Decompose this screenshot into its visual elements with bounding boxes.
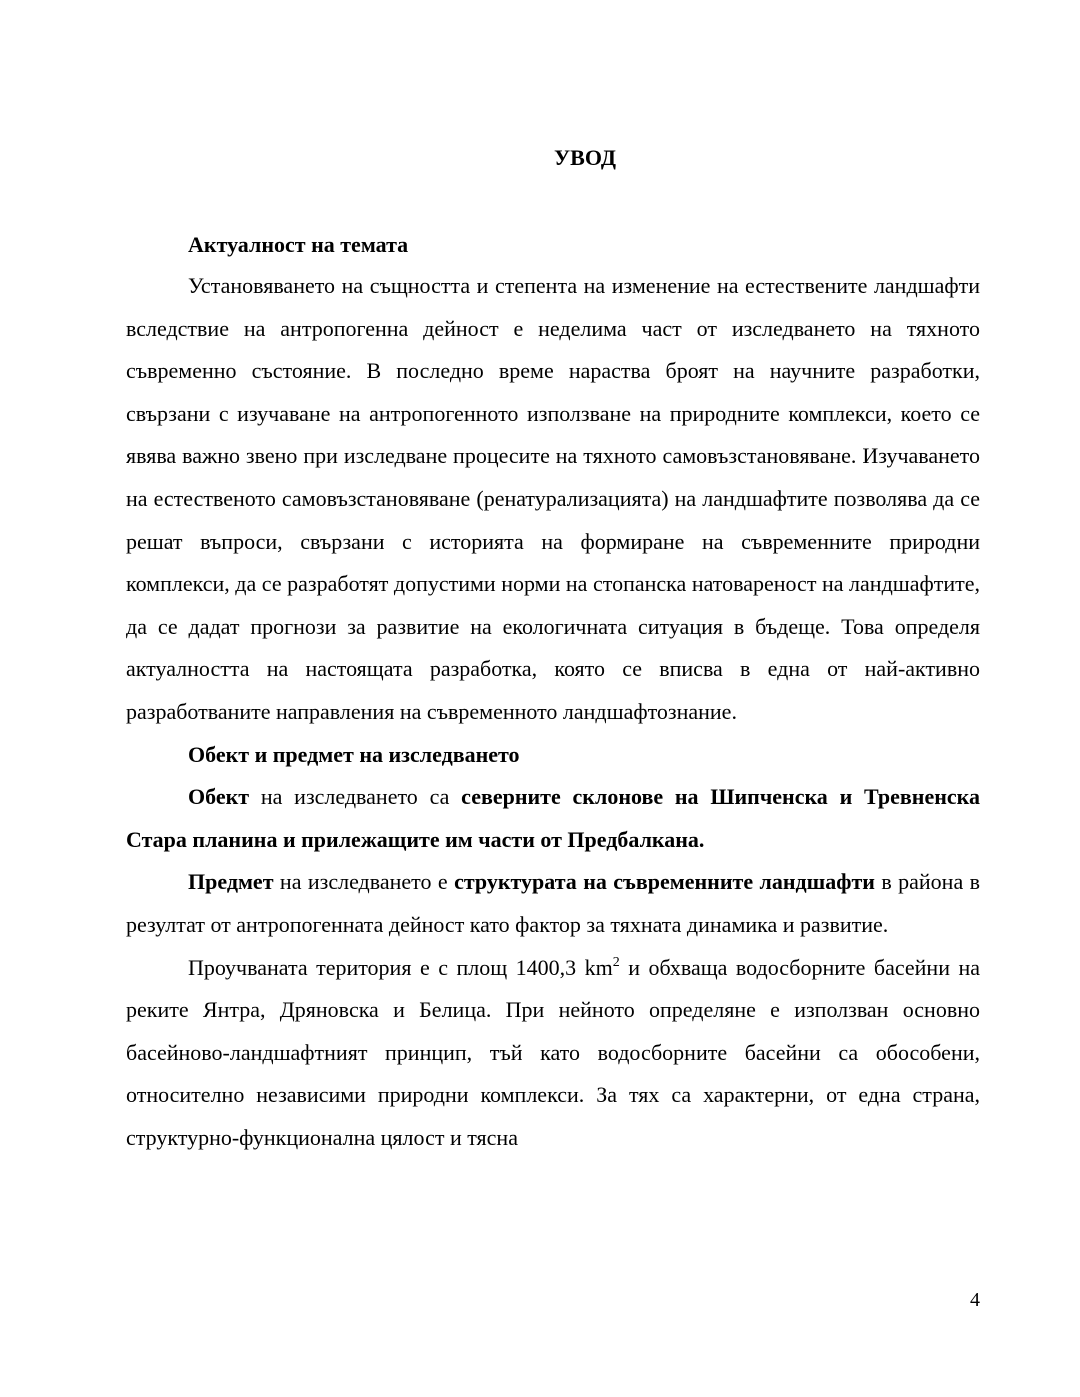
- section-heading-relevance: Актуалност на темата: [188, 232, 409, 257]
- object-label: Обект: [188, 784, 250, 810]
- area-superscript: 2: [612, 954, 620, 970]
- subject-text: на изследването е: [273, 869, 455, 895]
- subject-label: Предмет: [188, 869, 274, 895]
- subject-bold-text: структурата на съвременните ландшафти: [454, 869, 875, 895]
- territory-text-start: Проучваната територия е с площ 1400,3 km: [188, 954, 613, 980]
- section-heading-block: [126, 224, 980, 267]
- object-text: на изследването са: [249, 784, 462, 810]
- body-text: [126, 265, 980, 1159]
- paragraph-relevance: Установяването на същността и степента на изменение на естествените ландшафти вследствие на антропогенна дейност е неделима част от изследването на тяхното съвременно състояние. В последно време нараства броят на научните разработки, свързани с изучаване на антропогенното използване на природните комплекси, което се явява важно звено при изследване процесите на тяхното самовъзстановяване. Изучаването на естественото самовъзстановяване (ренатурализацията) на ландшафтите позволява да се решат въпроси, свързани с историята на формиране на съвременните природни комплекси, да се разработят допустими норми на стопанска натовареност на ландшафтите, да се дадат прогнози за развитие на екологичната ситуация в бъдеще. Това определя актуалността на настоящата разработка, която се вписва в една от най-активно разработваните направления на съвременното ландшафтознание.: [126, 273, 980, 724]
- paragraph-territory: [126, 947, 980, 1160]
- page-title: УВОД: [554, 145, 616, 170]
- paragraph-subject: [126, 861, 980, 946]
- section-heading-object: Обект и предмет на изследването: [188, 741, 520, 767]
- page-number: 4: [970, 1289, 980, 1311]
- object-bold-text: северните склонове на Шипченска и Тревненска Стара планина и прилежащите им части от Предбалкана.: [126, 784, 980, 852]
- subject-text-end: в района в резултат от антропогенната дейност като фактор за тяхната динамика и развитие.: [126, 869, 981, 937]
- territory-text-end: и обхваща водосборните басейни на реките Янтра, Дряновска и Белица. При нейното определяне е използван основно басейново-ландшафтният принцип, тъй като водосборните басейни са обособени, относително независими природни комплекси. За тях са характерни, от една страна, структурно-функционална цялост и тясна: [126, 954, 981, 1150]
- paragraph-object: [126, 776, 980, 861]
